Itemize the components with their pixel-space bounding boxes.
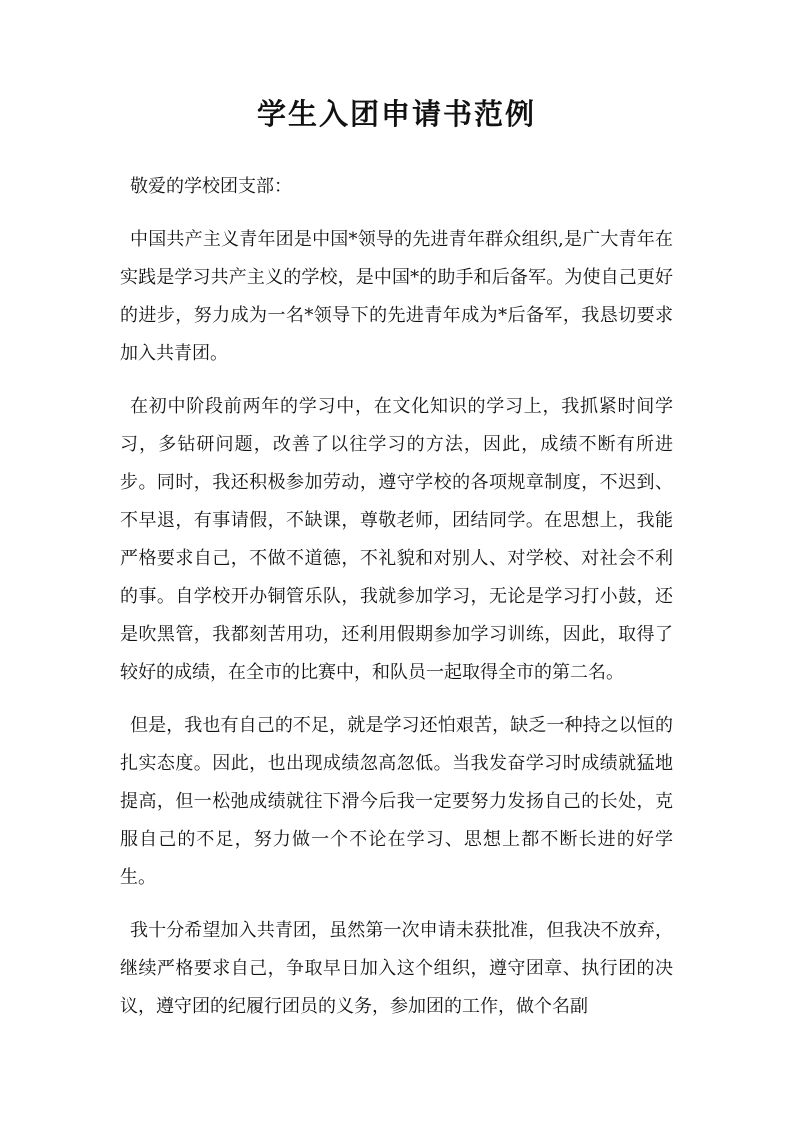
greeting-line: 敬爱的学校团支部： <box>130 176 292 197</box>
paragraph-3: 但是，我也有自己的不足，就是学习还怕艰苦，缺乏一种持之以恒的扎实态度。因此，也出现成绩忽高忽低。当我发奋学习时成绩就猛地提高，但一松弛成绩就往下滑今后我一定要努力发扬自己的长处，克服自己的不足，努力做一个不论在学习、思想上都不断长进的好学生。 <box>120 715 673 888</box>
paragraph-1: 中国共产主义青年团是中国*领导的先进青年群众组织,是广大青年在实践是学习共产主义的学校，是中国*的助手和后备军。为使自己更好的进步，努力成为一名*领导下的先进青年成为*后备军，我恳切要求加入共青团。 <box>120 229 673 364</box>
paragraph-4: 我十分希望加入共青团，虽然第一次申请未获批准，但我决不放弃，继续严格要求自己，争取早日加入这个组织，遵守团章、执行团的决议，遵守团的纪履行团员的义务，参加团的工作，做个名副 <box>120 920 673 1017</box>
document-title: 学生入团申请书范例 <box>256 97 536 131</box>
paragraph-2: 在初中阶段前两年的学习中，在文化知识的学习上，我抓紧时间学习，多钻研问题，改善了以往学习的方法，因此，成绩不断有所进步。同时，我还积极参加劳动，遵守学校的各项规章制度，不迟到、不早退，有事请假，不缺课，尊敬老师，团结同学。在思想上，我能严格要求自己，不做不道德，不礼貌和对别人、对学校、对社会不利的事。自学校开办铜管乐队，我就参加学习，无论是学习打小鼓，还是吹黑管，我都刻苦用功，还利用假期参加学习训练，因此，取得了较好的成绩，在全市的比赛中，和队员一起取得全市的第二名。 <box>120 396 673 683</box>
